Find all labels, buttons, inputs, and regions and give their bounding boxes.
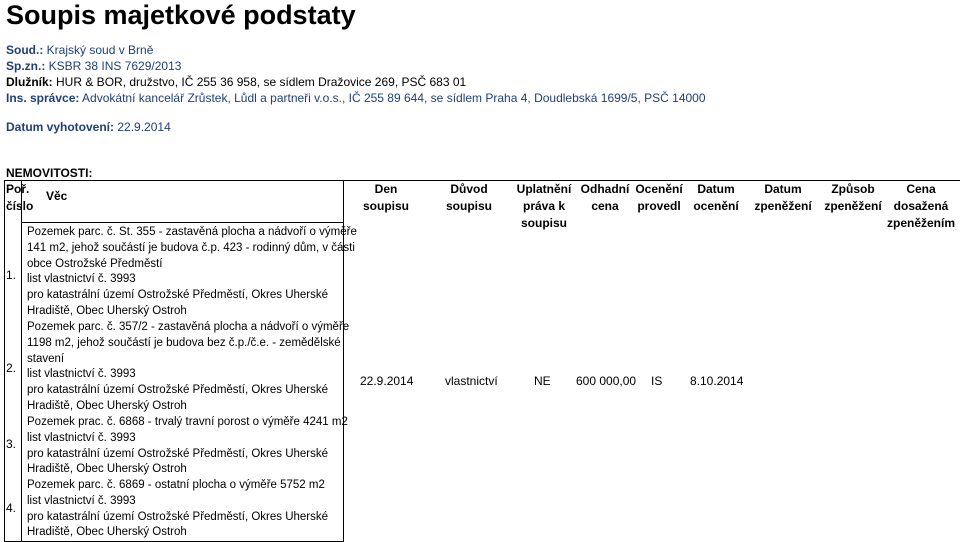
description-line: Hradiště, Obec Uherský Ostroh <box>27 304 187 317</box>
description-line: list vlastnictví č. 3993 <box>27 273 136 286</box>
description-line: Pozemek parc. č. 6869 - ostatní plocha o výměře 5752 m2 <box>27 479 325 491</box>
date-value: 22.9.2014 <box>117 120 171 134</box>
column-header-sale-price-line-1: Cena <box>906 182 936 196</box>
inventory-reason-value: vlastnictví <box>445 374 498 388</box>
description-line: pro katastrální území Ostrožské Předměstí, Okres Uherské <box>27 510 329 523</box>
row-number: 4. <box>6 501 17 515</box>
estimated-price-value: 600 000,00 <box>576 374 637 388</box>
item-description <box>27 320 349 415</box>
item-description <box>27 478 328 541</box>
property-table <box>4 180 960 542</box>
row-number: 1. <box>6 268 17 282</box>
column-header-right-claim-line-1: Uplatnění <box>516 182 572 196</box>
page-title: Soupis majetkové podstaty <box>6 0 356 30</box>
column-header-sale-method-line-1: Způsob <box>831 182 875 196</box>
valuation-date-value: 8.10.2014 <box>690 374 744 388</box>
description-line: stavení <box>27 352 65 365</box>
valuation-by-value: IS <box>651 374 663 388</box>
column-header-number-line-2: číslo <box>6 199 34 213</box>
case-number-line <box>6 59 181 73</box>
column-header-right-claim-line-2: práva k <box>522 199 566 213</box>
column-header-sale-date-line-1: Datum <box>764 182 802 196</box>
description-line: Pozemek prac. č. 6868 - trvalý travní porost o výměře 4241 m2 <box>27 416 348 428</box>
description-line: pro katastrální území Ostrožské Předměstí, Okres Uherské <box>27 447 329 460</box>
description-line: Pozemek parc. č. 357/2 - zastavěná plocha a nádvoří o výměře <box>27 321 350 333</box>
debtor-value: HUR & BOR, družstvo, IČ 255 36 958, se sídlem Dražovice 269, PSČ 683 01 <box>56 75 467 89</box>
administrator-line <box>6 91 706 105</box>
column-header-sale-method-line-2: zpeněžení <box>824 199 882 213</box>
right-claim-value: NE <box>534 374 551 388</box>
column-header-right-claim-line-3: soupisu <box>520 216 567 230</box>
case-number-value: KSBR 38 INS 7629/2013 <box>48 59 182 73</box>
column-header-inventory-reason-line-2: soupisu <box>445 199 492 213</box>
inventory-date-value: 22.9.2014 <box>360 374 414 388</box>
description-line: pro katastrální území Ostrožské Předměstí, Okres Uherské <box>27 384 329 397</box>
column-header-number <box>6 181 33 215</box>
administrator-label: Ins. správce: <box>6 91 80 105</box>
column-header-sale-price-line-3: zpeněžením <box>886 216 955 230</box>
date-line <box>6 120 171 134</box>
item-description <box>27 415 348 478</box>
column-header-inventory-date-line-2: soupisu <box>362 199 409 213</box>
description-line: Pozemek parc. č. St. 355 - zastavěná plocha a nádvoří o výměře <box>27 226 357 238</box>
header-row-divider <box>21 222 343 223</box>
court-value: Krajský soud v Brně <box>46 43 154 57</box>
column-header-item: Věc <box>46 189 68 203</box>
column-header-valuation-date-line-2: ocenění <box>693 199 739 213</box>
column-header-valuation-by <box>628 181 690 215</box>
description-line: list vlastnictví č. 3993 <box>27 431 136 444</box>
description-line: obce Ostrožské Předměstí <box>27 257 163 270</box>
description-line: 1198 m2, jehož součástí je budova bez č.p./č.e. - zemědělské <box>27 336 341 349</box>
column-header-number-line-1: Poř. <box>6 182 30 196</box>
column-header-sale-date-line-2: zpeněžení <box>754 199 812 213</box>
section-title: NEMOVITOSTI: <box>6 166 93 180</box>
column-header-estimated-price-line-2: cena <box>591 199 619 213</box>
column-header-inventory-reason-line-1: Důvod <box>450 182 488 196</box>
date-label: Datum vyhotovení: <box>6 120 115 134</box>
column-header-sale-price <box>885 181 957 232</box>
column-header-valuation-date-line-1: Datum <box>697 182 735 196</box>
column-header-sale-price-line-2: dosažená <box>893 199 949 213</box>
column-header-estimated-price-line-1: Odhadní <box>580 182 630 196</box>
column-header-sale-date <box>750 181 816 215</box>
column-header-valuation-by-line-1: Ocenění <box>635 182 683 196</box>
row-number: 3. <box>6 437 17 451</box>
number-column-divider <box>21 180 22 542</box>
column-header-valuation-by-line-2: provedl <box>637 199 681 213</box>
case-number-label: Sp.zn.: <box>6 59 46 73</box>
column-header-inventory-reason <box>434 181 504 215</box>
description-line: 141 m2, jehož součástí je budova č.p. 423 - rodinný dům, v části <box>27 241 355 254</box>
column-header-valuation-date <box>686 181 746 215</box>
table-left-border <box>4 180 5 542</box>
column-header-sale-method <box>820 181 886 215</box>
description-line: pro katastrální území Ostrožské Předměstí, Okres Uherské <box>27 289 329 302</box>
administrator-value: Advokátní kancelář Zrůstek, Lůdl a partneři v.o.s., IČ 255 89 644, se sídlem Praha 4, Doudlebská 1699/5, PSČ 14000 <box>82 91 706 105</box>
description-line: list vlastnictví č. 3993 <box>27 368 136 381</box>
debtor-label: Dlužník: <box>6 75 53 89</box>
court-label: Soud.: <box>6 43 44 57</box>
item-description <box>27 225 357 320</box>
description-line: Hradiště, Obec Uherský Ostroh <box>27 526 187 539</box>
row-number: 2. <box>6 361 17 375</box>
description-line: list vlastnictví č. 3993 <box>27 494 136 507</box>
column-header-right-claim <box>509 181 579 232</box>
debtor-line <box>6 75 466 89</box>
description-line: Hradiště, Obec Uherský Ostroh <box>27 463 187 476</box>
column-header-inventory-date <box>354 181 418 215</box>
column-header-inventory-date-line-1: Den <box>374 182 398 196</box>
description-line: Hradiště, Obec Uherský Ostroh <box>27 399 187 412</box>
court-line <box>6 43 153 57</box>
